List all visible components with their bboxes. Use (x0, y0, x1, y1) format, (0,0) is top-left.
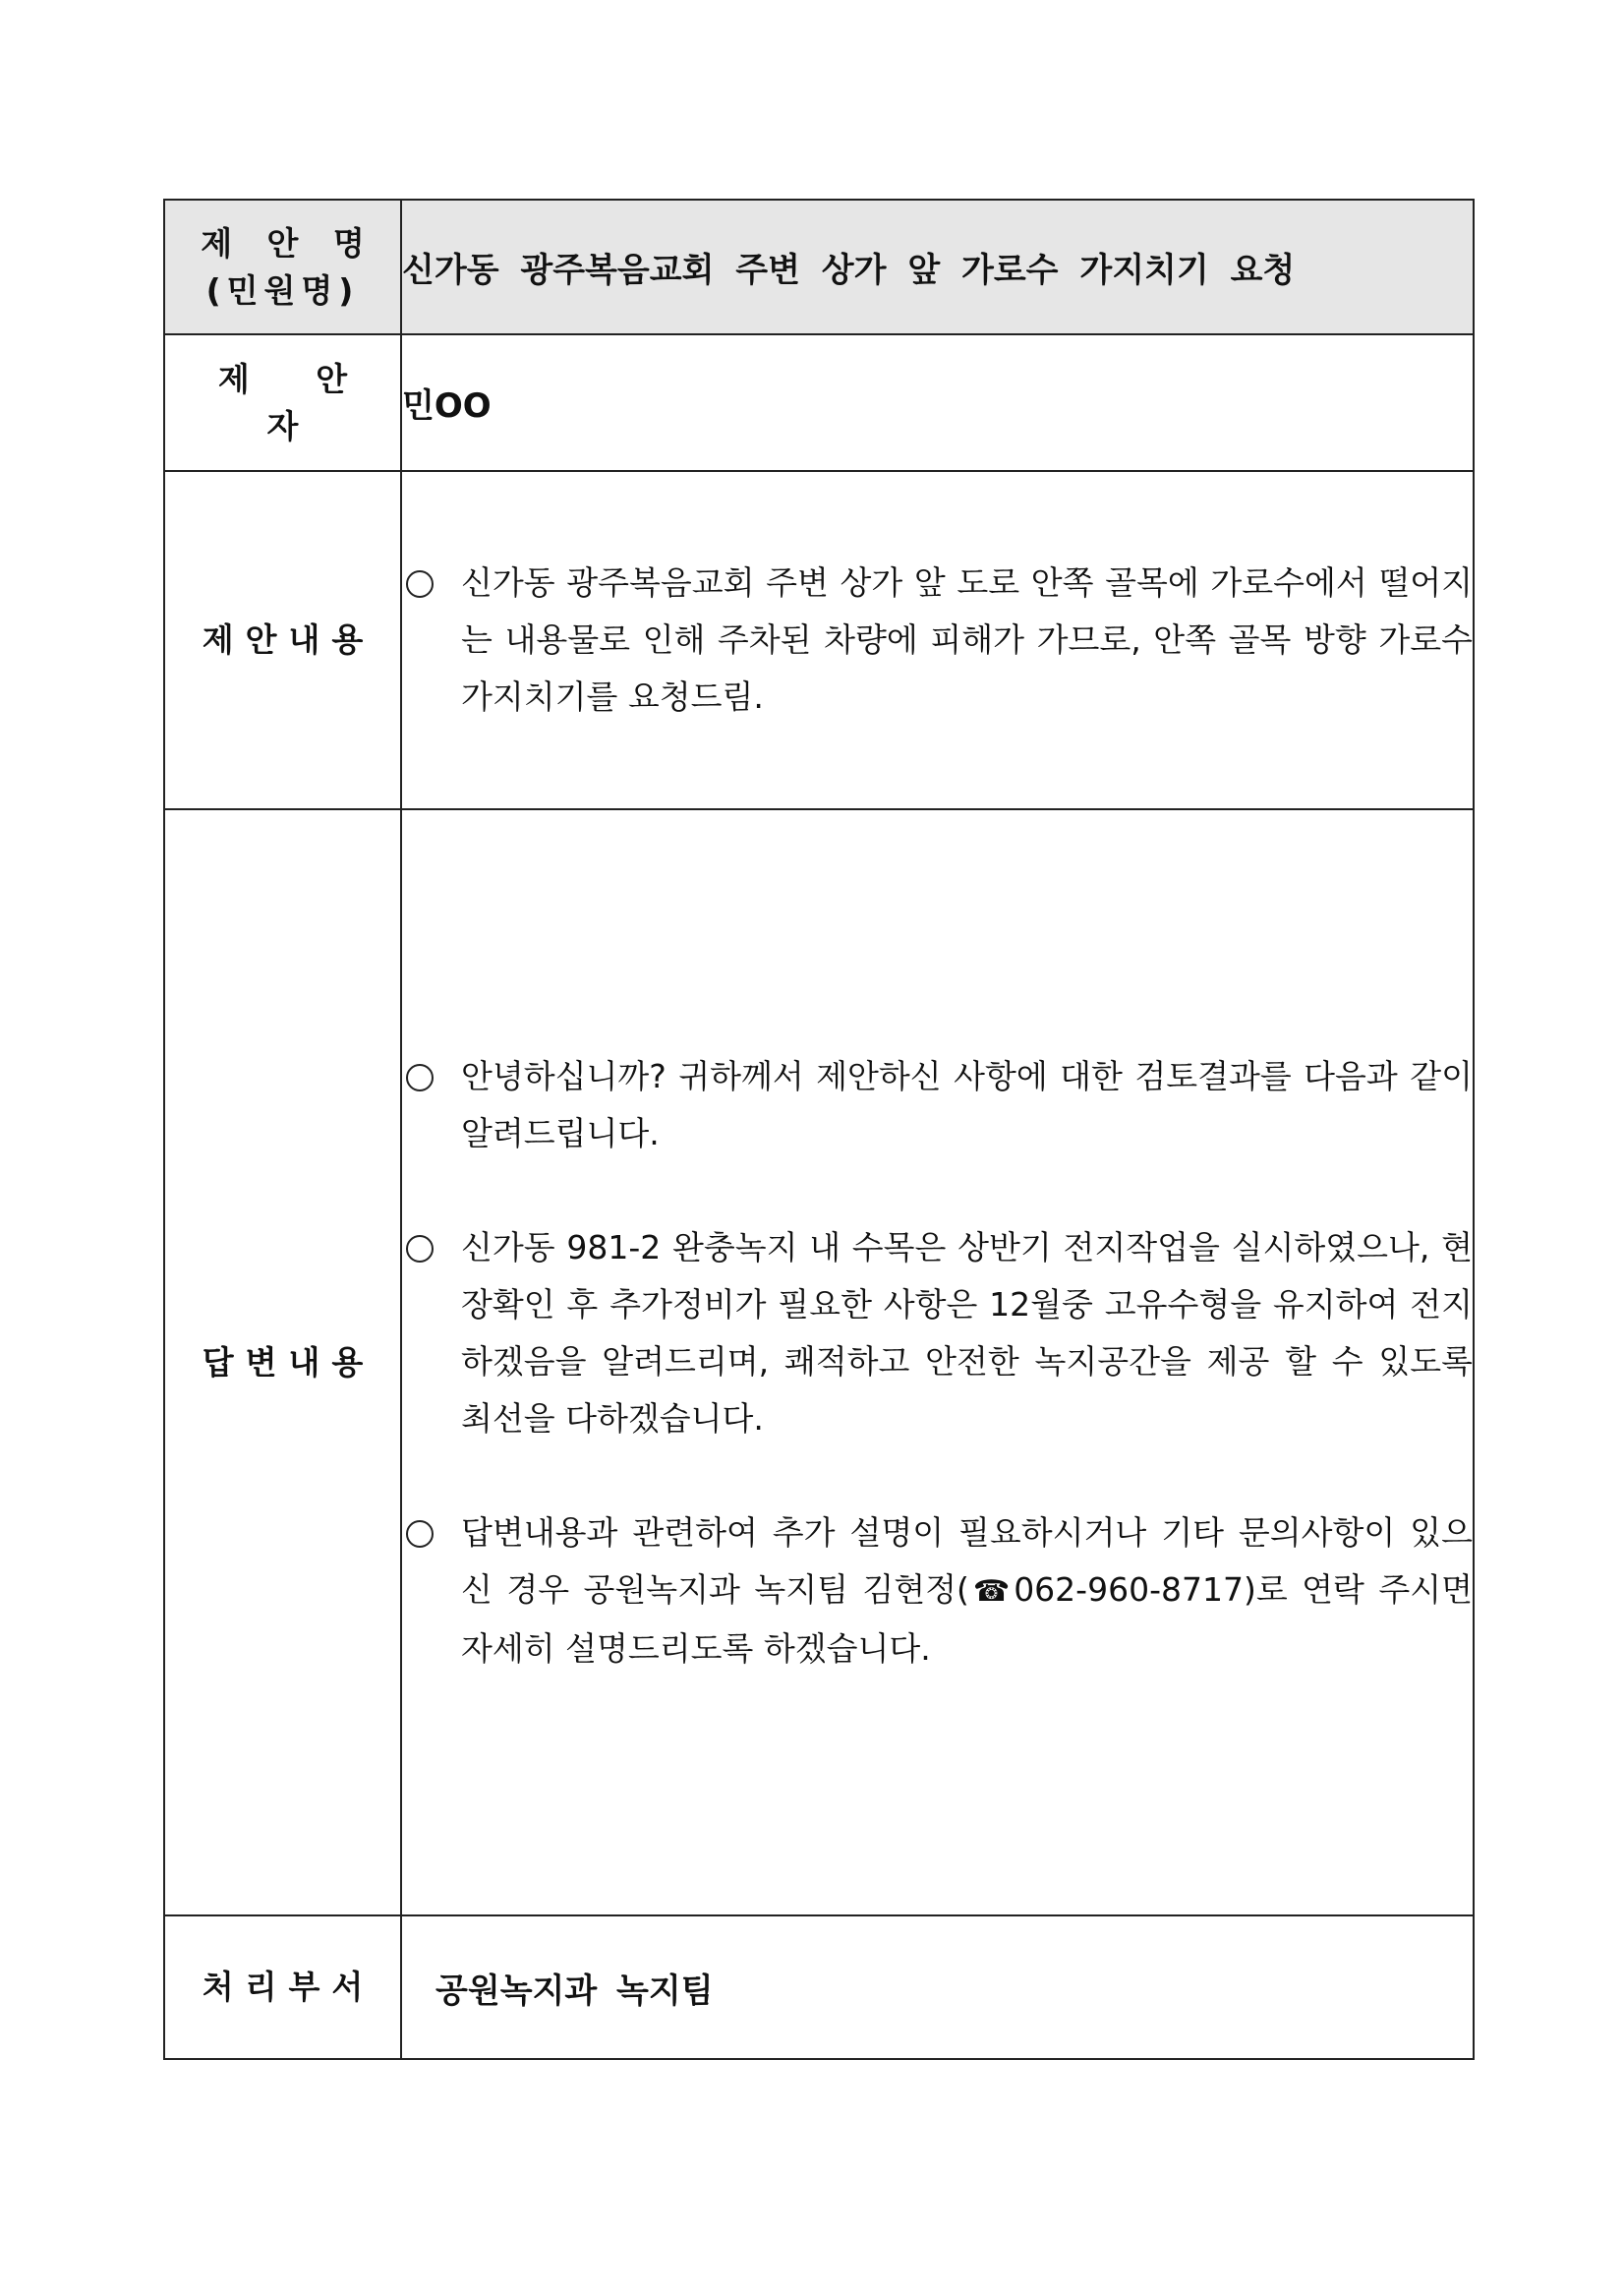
row-content (164, 471, 1474, 809)
row-proposer (164, 334, 1474, 471)
row-department (164, 1915, 1474, 2059)
title-label-cell (164, 200, 401, 334)
proposer-label: 제 안 자 (217, 359, 376, 445)
row-title (164, 200, 1474, 334)
department-label-cell (164, 1915, 401, 2059)
content-label-cell (164, 471, 401, 809)
answer-label-cell (164, 809, 401, 1915)
title-value: 신가동 광주복음교회 주변 상가 앞 가로수 가지치기 요청 (401, 200, 1474, 334)
circle-bullet-icon (406, 1064, 434, 1091)
answer-text-3-after: )로 연락 주시면 자세히 설명드리도록 하겠습니다. (461, 1569, 1473, 1668)
title-label: 제 안 명 (201, 223, 377, 263)
proposal-form-table (163, 199, 1475, 2060)
circle-bullet-icon (406, 1235, 434, 1263)
content-text: 신가동 광주복음교회 주변 상가 앞 도로 안쪽 골목에 가로수에서 떨어지는 내용물로 인해 주차된 차량에 피해가 가므로, 안쪽 골목 방향 가로수 가지치기를 요청드림. (461, 563, 1473, 716)
answer-paragraph-2 (402, 1219, 1473, 1447)
answer-text-1: 안녕하십니까? 귀하께서 제안하신 사항에 대한 검토결과를 다음과 같이 알려드립니다. (461, 1056, 1473, 1152)
answer-text-3-before: 답변내용과 관련하여 추가 설명이 필요하시거나 기타 문의사항이 있으신 경우 공원녹지과 녹지팀 김현정( (461, 1512, 1473, 1609)
answer-label: 답변내용 (202, 1342, 376, 1382)
answer-value (401, 809, 1474, 1915)
circle-bullet-icon (406, 570, 434, 598)
answer-paragraph-3 (402, 1504, 1473, 1678)
content-paragraph (402, 555, 1473, 726)
answer-text-2: 신가동 981-2 완충녹지 내 수목은 상반기 전지작업을 실시하였으나, 현장확인 후 추가정비가 필요한 사항은 12월중 고유수형을 유지하여 전지하겠음을 알려드리며, 쾌적하고 안전한 녹지공간을 제공 할 수 있도록 최선을 다하겠습니다. (461, 1227, 1473, 1438)
phone-number: 062-960-8717 (1014, 1569, 1244, 1609)
row-answer (164, 809, 1474, 1915)
telephone-icon: ☎ (968, 1573, 1015, 1609)
proposer-label-cell (164, 334, 401, 471)
title-label-sub: (민원명) (205, 270, 360, 310)
answer-paragraph-1 (402, 1048, 1473, 1162)
department-value: 공원녹지과 녹지팀 (401, 1915, 1474, 2059)
content-label: 제안내용 (202, 620, 376, 660)
content-value (401, 471, 1474, 809)
circle-bullet-icon (406, 1520, 434, 1548)
proposer-value: 민OO (401, 334, 1474, 471)
department-label: 처리부서 (202, 1968, 376, 2007)
